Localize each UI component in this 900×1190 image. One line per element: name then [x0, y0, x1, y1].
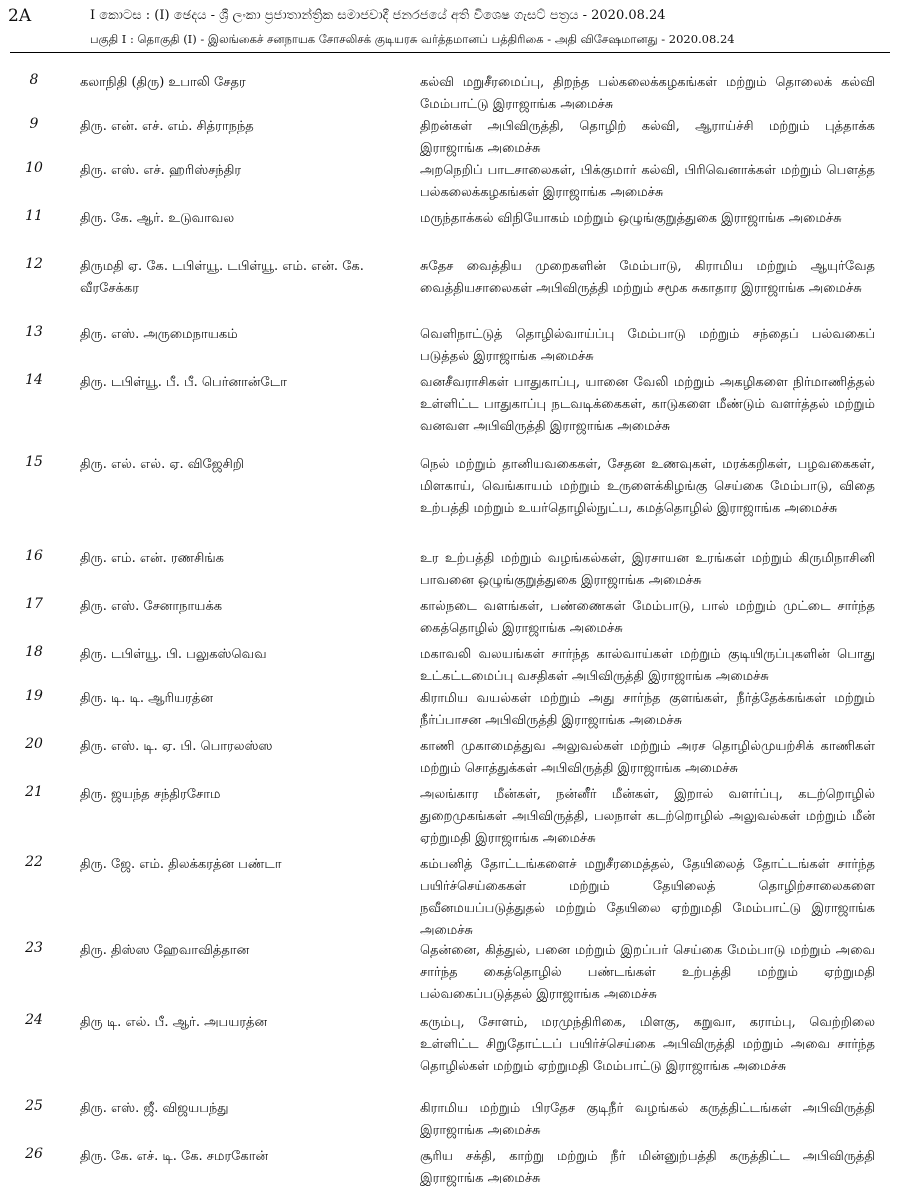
- item-number: 16: [25, 548, 43, 564]
- item-number: 8: [29, 72, 39, 88]
- ministers-list: [0, 72, 900, 1190]
- ministry-portfolio: கிராமிய மற்றும் பிரதேச குடிநீர் வழங்கல் கருத்திட்டங்கள் அபிவிருத்தி இராஜாங்க அமைச்சு: [420, 1101, 875, 1138]
- list-item: [0, 1098, 900, 1146]
- minister-name: திரு. ஜயந்த சந்திரசோம: [80, 787, 221, 802]
- item-number: 9: [29, 116, 39, 132]
- minister-name: திரு. எஸ். சேனாநாயக்க: [80, 599, 223, 614]
- ministry-portfolio: நெல் மற்றும் தானியவகைகள், சேதன உணவுகள், மரக்கறிகள், பழவகைகள், மிளகாய், வெங்காயம் மற்றும் உருளைக்கிழங்கு செய்கை மேம்பாடு, விதை உற்பத்தி மற்றும் உயர்தொழில்நுட்ப, கமத்தொழில் இராஜாங்க அமைச்சு: [420, 457, 875, 516]
- list-item: [0, 736, 900, 784]
- item-number: 10: [25, 160, 43, 176]
- item-number: 15: [25, 454, 43, 470]
- minister-name: திரு. திஸ்ஸ ஹேவாவித்தான: [80, 943, 250, 958]
- list-item: [0, 454, 900, 548]
- item-number: 17: [25, 596, 43, 612]
- gazette-header-sinhala: I කොටස : (I) ඡෙදය - ශ්‍රී ලංකා ප්‍රජාතාන්ත්‍රික සමාජවාදී ජනරජයේ අති විශෙෂ ගැසට් පත්‍රය - 2020.08.24: [90, 8, 666, 23]
- item-number: 24: [25, 1012, 43, 1028]
- list-item: [0, 160, 900, 208]
- list-item: [0, 372, 900, 454]
- ministry-portfolio: மருந்தாக்கல் விநியோகம் மற்றும் ஒழுங்குறுத்துகை இராஜாங்க அமைச்சு: [420, 211, 842, 226]
- minister-name: திரு. டபிள்யூ. பி. பலுகஸ்வெவ: [80, 647, 267, 662]
- ministry-portfolio: தென்னை, கித்துல், பனை மற்றும் இறப்பர் செய்கை மேம்பாடு மற்றும் அவை சார்ந்த கைத்தொழில் பண்டங்கள் உற்பத்தி மற்றும் ஏற்றுமதி பல்வகைப்படுத்தல் இராஜாங்க அமைச்சு: [420, 943, 875, 1002]
- item-number: 23: [25, 940, 43, 956]
- item-number: 21: [25, 784, 43, 800]
- ministry-portfolio: கால்நடை வளங்கள், பண்ணைகள் மேம்பாடு, பால் மற்றும் முட்டை சார்ந்த கைத்தொழில் இராஜாங்க அமைச்சு: [420, 599, 875, 636]
- list-item: [0, 688, 900, 736]
- item-number: 22: [25, 854, 43, 870]
- list-item: [0, 940, 900, 1012]
- list-item: [0, 854, 900, 940]
- gazette-header-tamil: பகுதி I : தொகுதி (I) - இலங்கைச் சனநாயக சோசலிசக் குடியரசு வர்த்தமானப் பத்திரிகை - அதி விசேஷமானது - 2020.08.24: [90, 32, 735, 46]
- ministry-portfolio: சுதேச வைத்திய முறைகளின் மேம்பாடு, கிராமிய மற்றும் ஆயுர்வேத வைத்தியசாலைகள் அபிவிருத்தி மற்றும் சமூக சுகாதார இராஜாங்க அமைச்சு: [420, 259, 875, 296]
- list-item: [0, 208, 900, 256]
- list-item: [0, 596, 900, 644]
- ministry-portfolio: கம்பனித் தோட்டங்களைச் மறுசீரமைத்தல், தேயிலைத் தோட்டங்கள் சார்ந்த பயிர்ச்செய்கைகள் மற்றும் தேயிலைத் தொழிற்சாலைகளை நவீனமயப்படுத்துதல் மற்றும் தேயிலை ஏற்றுமதி மேம்பாட்டு இராஜாங்க அமைச்சு: [420, 857, 875, 938]
- ministry-portfolio: சூரிய சக்தி, காற்று மற்றும் நீர் மின்னுற்பத்தி கருத்திட்ட அபிவிருத்தி இராஜாங்க அமைச்சு: [420, 1149, 875, 1186]
- header-divider: [10, 52, 890, 53]
- ministry-portfolio: கிராமிய வயல்கள் மற்றும் அது சார்ந்த குளங்கள், நீர்த்தேக்கங்கள் மற்றும் நீர்ப்பாசன அபிவிருத்தி இராஜாங்க அமைச்சு: [420, 691, 875, 728]
- list-item: [0, 784, 900, 854]
- item-number: 14: [25, 372, 43, 388]
- item-number: 25: [25, 1098, 43, 1114]
- minister-name: திரு. எல். எல். ஏ. விஜேசிறி: [80, 457, 244, 472]
- minister-name: திரு. ஜே. எம். திலக்கரத்ன பண்டா: [80, 857, 282, 872]
- minister-name: திரு. எஸ். எச். ஹரிஸ்சந்திர: [80, 163, 242, 178]
- minister-name: திருமதி ஏ. கே. டபிள்யூ. டபிள்யூ. எம். என். கே. வீரசேக்கர: [80, 259, 364, 296]
- item-number: 19: [25, 688, 43, 704]
- item-number: 20: [25, 736, 43, 752]
- list-item: [0, 1012, 900, 1098]
- ministry-portfolio: உர உற்பத்தி மற்றும் வழங்கல்கள், இரசாயன உரங்கள் மற்றும் கிருமிநாசினி பாவனை ஒழுங்குறுத்துகை இராஜாங்க அமைச்சு: [420, 551, 875, 588]
- list-item: [0, 256, 900, 324]
- minister-name: திரு. எம். என். ரணசிங்க: [80, 551, 224, 566]
- item-number: 18: [25, 644, 43, 660]
- minister-name: திரு. கே. ஆர். உடுவாவல: [80, 211, 235, 226]
- list-item: [0, 1146, 900, 1190]
- ministry-portfolio: வெளிநாட்டுத் தொழில்வாய்ப்பு மேம்பாடு மற்றும் சந்தைப் பல்வகைப் படுத்தல் இராஜாங்க அமைச்சு: [420, 327, 875, 364]
- item-number: 26: [25, 1146, 43, 1162]
- ministry-portfolio: அறநெறிப் பாடசாலைகள், பிக்குமார் கல்வி, பிரிவெனாக்கள் மற்றும் பௌத்த பல்கலைக்கழகங்கள் இராஜாங்க அமைச்சு: [420, 163, 875, 200]
- ministry-portfolio: திறன்கள் அபிவிருத்தி, தொழிற் கல்வி, ஆராய்ச்சி மற்றும் புத்தாக்க இராஜாங்க அமைச்சு: [420, 119, 875, 156]
- ministry-portfolio: காணி முகாமைத்துவ அலுவல்கள் மற்றும் அரச தொழில்முயற்சிக் காணிகள் மற்றும் சொத்துக்கள் அபிவிருத்தி இராஜாங்க அமைச்சு: [420, 739, 875, 776]
- list-item: [0, 72, 900, 116]
- minister-name: திரு. கே. எச். டி. கே. சமரகோன்: [80, 1149, 269, 1164]
- item-number: 12: [25, 256, 43, 272]
- minister-name: திரு. டி. டி. ஆரியரத்ன: [80, 691, 213, 706]
- list-item: [0, 116, 900, 160]
- list-item: [0, 548, 900, 596]
- item-number: 13: [25, 324, 43, 340]
- minister-name: திரு. எஸ். ஜீ. விஜயபந்து: [80, 1101, 229, 1116]
- minister-name: திரு. என். எச். எம். சித்ராநந்த: [80, 119, 254, 134]
- minister-name: திரு. எஸ். அருமைநாயகம்: [80, 327, 238, 342]
- minister-name: திரு டி. எல். பீ. ஆர். அபயரத்ன: [80, 1015, 268, 1030]
- minister-name: கலாநிதி (திரு) உபாலி சேதர: [80, 75, 246, 90]
- item-number: 11: [25, 208, 43, 224]
- page-number: 2A: [8, 6, 32, 26]
- ministry-portfolio: கரும்பு, சோளம், மரமுந்திரிகை, மிளகு, கறுவா, கராம்பு, வெற்றிலை உள்ளிட்ட சிறுதோட்டப் பயிர்ச்செய்கை அபிவிருத்தி மற்றும் அவை சார்ந்த தொழில்கள் மற்றும் ஏற்றுமதி மேம்பாட்டு இராஜாங்க அமைச்சு: [420, 1015, 875, 1074]
- list-item: [0, 644, 900, 688]
- ministry-portfolio: கல்வி மறுசீரமைப்பு, திறந்த பல்கலைக்கழகங்கள் மற்றும் தொலைக் கல்வி மேம்பாட்டு இராஜாங்க அமைச்சு: [420, 75, 875, 112]
- ministry-portfolio: அலங்கார மீன்கள், நன்னீர் மீன்கள், இறால் வளர்ப்பு, கடற்றொழில் துறைமுகங்கள் அபிவிருத்தி, பலநாள் கடற்றொழில் அலுவல்கள் மற்றும் மீன் ஏற்றுமதி இராஜாங்க அமைச்சு: [420, 787, 875, 846]
- ministry-portfolio: மகாவலி வலயங்கள் சார்ந்த கால்வாய்கள் மற்றும் குடியிருப்புகளின் பொது உட்கட்டமைப்பு வசதிகள் அபிவிருத்தி இராஜாங்க அமைச்சு: [420, 647, 875, 684]
- ministry-portfolio: வனசீவராசிகள் பாதுகாப்பு, யானை வேலி மற்றும் அகழிகளை நிர்மாணித்தல் உள்ளிட்ட பாதுகாப்பு நடவடிக்கைகள், காடுகளை மீண்டும் வளர்த்தல் மற்றும் வனவள அபிவிருத்தி இராஜாங்க அமைச்சு: [420, 375, 875, 434]
- list-item: [0, 324, 900, 372]
- minister-name: திரு. எஸ். டி. ஏ. பி. பொரலஸ்ஸ: [80, 739, 273, 754]
- minister-name: திரு. டபிள்யூ. பீ. பீ. பெர்னான்டோ: [80, 375, 287, 390]
